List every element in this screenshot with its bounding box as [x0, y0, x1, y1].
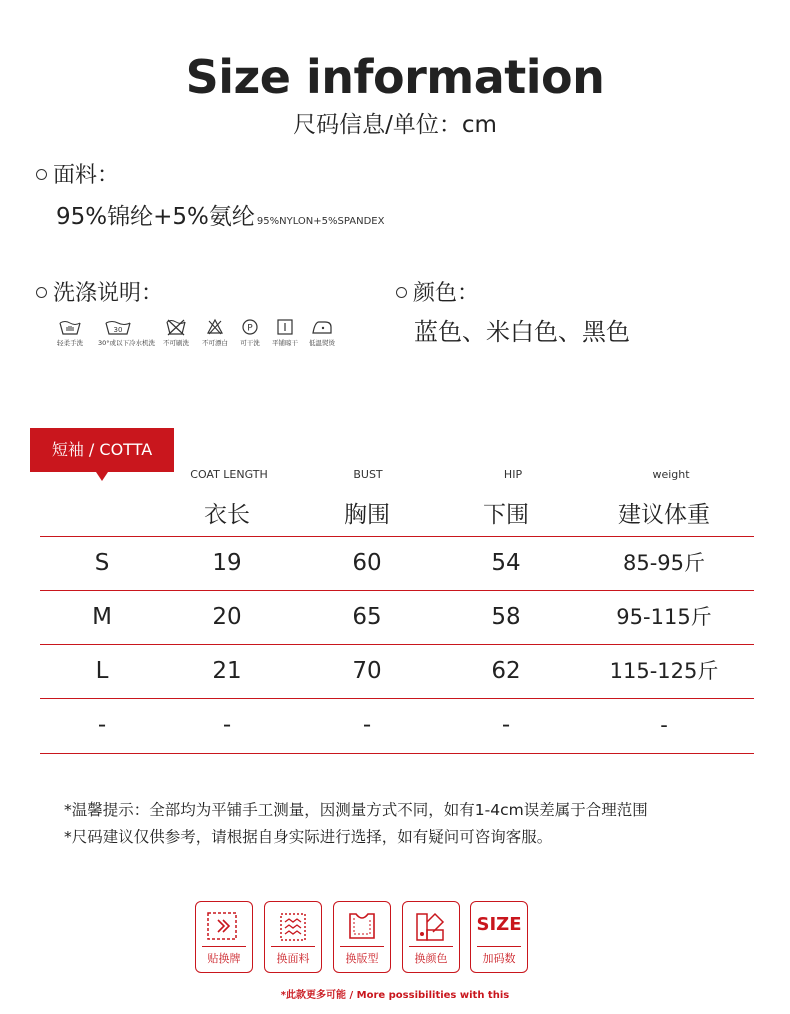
hip-cell: 62 — [491, 658, 521, 684]
col-header-en-weight: weight — [652, 468, 690, 481]
service-pattern: 换版型 — [333, 901, 391, 973]
label-swap-icon — [204, 908, 244, 946]
fabric-value-en: 95%NYLON+5%SPANDEX — [256, 216, 385, 227]
washing-label: 洗涤说明： — [36, 276, 163, 307]
length-cell: - — [222, 712, 232, 738]
length-cell: 21 — [212, 658, 242, 684]
col-header-cn-weight: 建议体重 — [618, 502, 710, 528]
size-cell: S — [94, 550, 110, 576]
table-row — [40, 537, 754, 590]
bust-cell: 70 — [352, 658, 382, 684]
col-header-cn-bust: 胸围 — [344, 502, 390, 528]
length-cell: 20 — [212, 604, 242, 630]
note-line: *尺码建议仅供参考，请根据自身实际进行选择，如有疑问可咨询客服。 — [64, 828, 553, 846]
fabric-value-cn: 95%锦纶+5%氨纶 — [56, 204, 255, 230]
table-row — [40, 699, 754, 752]
bullet-icon — [36, 287, 47, 298]
service-fabric: 换面料 — [264, 901, 322, 973]
fabric-label: 面料： — [36, 158, 119, 189]
col-header-cn-length: 衣长 — [204, 502, 250, 528]
size-cell: L — [95, 658, 109, 684]
care-symbols — [50, 318, 350, 358]
dry-clean-p-icon: P 可干洗 — [230, 318, 270, 347]
svg-text:30: 30 — [113, 326, 123, 334]
pattern-icon — [342, 908, 382, 946]
length-cell: 19 — [212, 550, 242, 576]
col-header-en-length: COAT LENGTH — [190, 468, 268, 481]
hip-cell: 54 — [491, 550, 521, 576]
page-subtitle: 尺码信息/单位：cm — [293, 112, 497, 138]
notes — [64, 797, 648, 851]
hip-cell: - — [501, 712, 511, 738]
fabric-icon — [273, 908, 313, 946]
weight-cell: - — [660, 713, 668, 737]
service-label-swap: 贴换牌 — [195, 901, 253, 973]
service-color: 换颜色 — [402, 901, 460, 973]
no-tumble-dry-icon: 不可刷洗 — [156, 318, 196, 347]
bust-cell: - — [362, 712, 372, 738]
hand-wash-icon: 轻柔手洗 — [50, 318, 90, 347]
col-header-en-bust: BUST — [353, 468, 383, 481]
bullet-icon — [396, 287, 407, 298]
table-row — [40, 645, 754, 698]
table-divider — [40, 753, 754, 754]
no-bleach-icon: 不可漂白 — [195, 318, 235, 347]
wash-30-icon: 30 30°或以下冷水机洗 — [98, 318, 138, 347]
color-swatch-icon — [411, 908, 451, 946]
table-row — [40, 591, 754, 644]
hip-cell: 58 — [491, 604, 521, 630]
service-size: SIZE 加码数 — [470, 901, 528, 973]
size-icon: SIZE — [476, 914, 522, 935]
category-tag: 短袖 / COTTA — [30, 428, 174, 472]
weight-cell: 85-95斤 — [622, 551, 706, 575]
flat-dry-icon: 平铺晾干 — [265, 318, 305, 347]
fabric-value — [56, 198, 384, 231]
note-line: *温馨提示：全部均为平铺手工测量，因测量方式不同，如有1-4cm误差属于合理范围 — [64, 801, 648, 819]
footer-note: *此款更多可能 / More possibilities with this — [280, 990, 510, 1001]
bullet-icon — [36, 169, 47, 180]
weight-cell: 115-125斤 — [609, 659, 719, 683]
col-header-cn-hip: 下围 — [483, 502, 529, 528]
color-values: 蓝色、米白色、黑色 — [414, 318, 630, 346]
size-cell: - — [97, 712, 107, 738]
col-header-en-hip: HIP — [503, 468, 523, 481]
tag-pointer — [96, 472, 108, 481]
color-label: 颜色： — [396, 276, 479, 307]
size-cell: M — [92, 604, 112, 630]
svg-text:P: P — [247, 323, 253, 334]
bust-cell: 65 — [352, 604, 382, 630]
bust-cell: 60 — [352, 550, 382, 576]
low-iron-icon: 低温熨烫 — [302, 318, 342, 347]
weight-cell: 95-115斤 — [616, 605, 712, 629]
page-title: Size information — [185, 50, 605, 104]
